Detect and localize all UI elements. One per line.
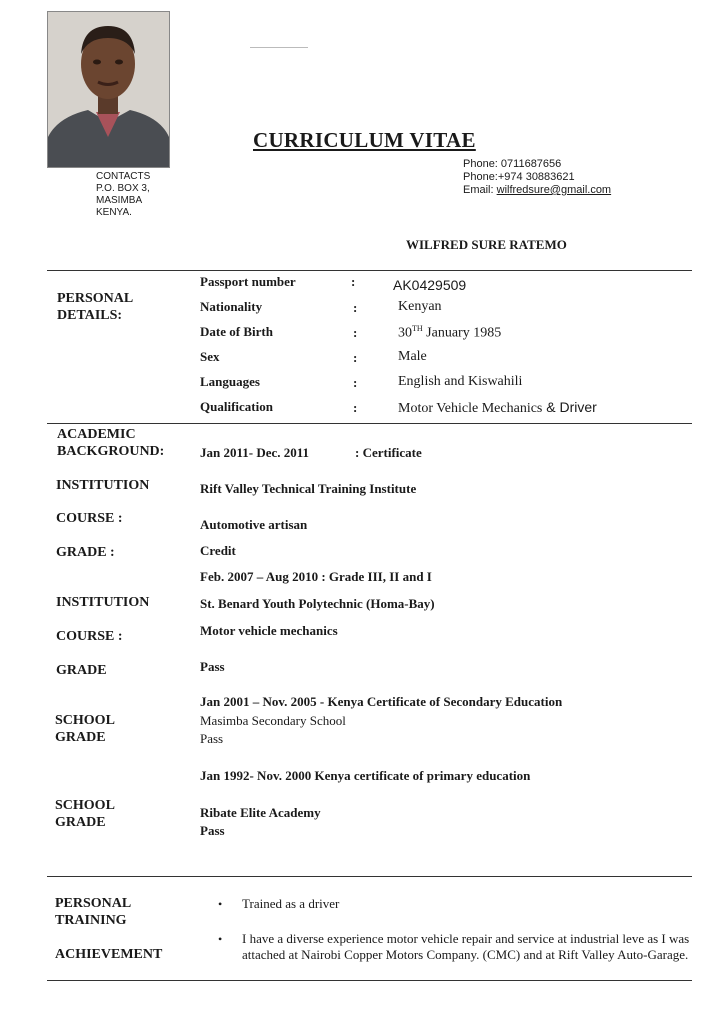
section-divider	[47, 270, 692, 271]
qualification-extra: & Driver	[542, 399, 597, 415]
field-colon: :	[353, 400, 358, 415]
heading-line: BACKGROUND:	[57, 444, 165, 459]
academic-institution-1: Rift Valley Technical Training Institute	[200, 481, 417, 496]
course-label: COURSE :	[56, 511, 123, 526]
field-label-passport: Passport number	[200, 274, 296, 289]
field-value-qualification	[398, 399, 597, 417]
field-colon: :	[353, 325, 358, 340]
course-label: COURSE :	[56, 629, 123, 644]
heading-line: ACADEMIC	[57, 427, 136, 442]
academic-school-3: Masimba Secondary School	[200, 713, 346, 728]
academic-grade-1: Credit	[200, 543, 236, 558]
dob-rest: January 1985	[422, 325, 502, 341]
dob-day: 30	[398, 325, 412, 341]
dob-suffix: TH	[412, 324, 423, 333]
achievement-item: I have a diverse experience motor vehicle repair and service at industrial leve as I was attached at Nairobi Copper Motors Company. (CMC) and at Rift Valley Auto-Garage.	[242, 931, 690, 962]
academic-institution-2: St. Benard Youth Polytechnic (Homa-Bay)	[200, 596, 435, 611]
candidate-name: WILFRED SURE RATEMO	[406, 237, 567, 252]
school-grade-labels	[55, 712, 115, 746]
field-colon: :	[353, 350, 358, 365]
academic-grade-4: Pass	[200, 823, 225, 838]
field-label-qualification: Qualification	[200, 399, 273, 414]
field-value-dob	[398, 324, 501, 342]
field-value-languages: English and Kiswahili	[398, 374, 523, 389]
contacts-heading: CONTACTS	[96, 171, 151, 182]
field-colon: :	[353, 375, 358, 390]
field-value-sex: Male	[398, 349, 427, 364]
academic-award-1: : Certificate	[355, 445, 422, 460]
grade-label: GRADE	[56, 663, 107, 678]
grade-label: GRADE	[55, 815, 106, 830]
grade-label: GRADE :	[56, 545, 115, 560]
academic-course-1: Automotive artisan	[200, 517, 308, 532]
school-grade-labels	[55, 797, 115, 831]
field-value-passport: AK0429509	[393, 277, 467, 293]
qualification-main: Motor Vehicle Mechanics	[398, 401, 543, 416]
contact-info	[463, 158, 611, 197]
academic-heading	[57, 426, 164, 460]
personal-details-heading	[57, 290, 133, 324]
email-label: Email:	[463, 184, 497, 196]
phone-primary: Phone: 0711687656	[463, 158, 562, 170]
academic-period-1: Jan 2011- Dec. 2011	[200, 445, 310, 460]
bullet-icon: •	[218, 932, 223, 946]
contacts-line: KENYA.	[96, 207, 132, 218]
section-divider	[47, 876, 692, 877]
section-divider	[47, 423, 692, 424]
phone-secondary: Phone:+974 30883621	[463, 171, 575, 183]
grade-label: GRADE	[55, 730, 106, 745]
school-label: SCHOOL	[55, 713, 115, 728]
academic-school-4: Ribate Elite Academy	[200, 805, 321, 820]
school-label: SCHOOL	[55, 798, 115, 813]
field-label-nationality: Nationality	[200, 299, 263, 314]
institution-label: INSTITUTION	[56, 478, 150, 493]
heading-line: PERSONAL	[55, 896, 132, 911]
academic-grade-3: Pass	[200, 731, 224, 746]
academic-heading-4: Jan 1992- Nov. 2000 Kenya certificate of primary education	[200, 768, 531, 783]
training-heading	[55, 895, 131, 929]
decorative-line	[250, 47, 308, 48]
heading-line: PERSONAL	[57, 291, 134, 306]
page-title: CURRICULUM VITAE	[253, 128, 476, 152]
bullet-icon: •	[218, 897, 223, 911]
field-label-sex: Sex	[200, 349, 220, 364]
academic-grade-2: Pass	[200, 659, 225, 674]
profile-photo	[47, 11, 170, 168]
academic-period-2: Feb. 2007 – Aug 2010 : Grade III, II and I	[200, 569, 432, 584]
field-colon: :	[353, 300, 358, 315]
academic-heading-3: Jan 2001 – Nov. 2005 - Kenya Certificate of Secondary Education	[200, 694, 563, 709]
heading-line: TRAINING	[55, 913, 127, 928]
heading-line: DETAILS:	[57, 308, 123, 323]
achievement-heading: ACHIEVEMENT	[55, 947, 163, 962]
field-label-dob: Date of Birth	[200, 324, 273, 339]
institution-label: INSTITUTION	[56, 595, 150, 610]
email-line	[463, 184, 611, 197]
field-colon: :	[351, 274, 356, 289]
email-link[interactable]: wilfredsure@gmail.com	[496, 184, 612, 196]
field-value-nationality: Kenyan	[398, 299, 442, 314]
section-divider	[47, 980, 692, 981]
academic-course-2: Motor vehicle mechanics	[200, 623, 338, 638]
contacts-line: P.O. BOX 3,	[96, 183, 150, 194]
contacts-block	[96, 171, 150, 219]
training-item: Trained as a driver	[242, 896, 340, 911]
contacts-line: MASIMBA	[96, 195, 143, 206]
field-label-languages: Languages	[200, 374, 260, 389]
